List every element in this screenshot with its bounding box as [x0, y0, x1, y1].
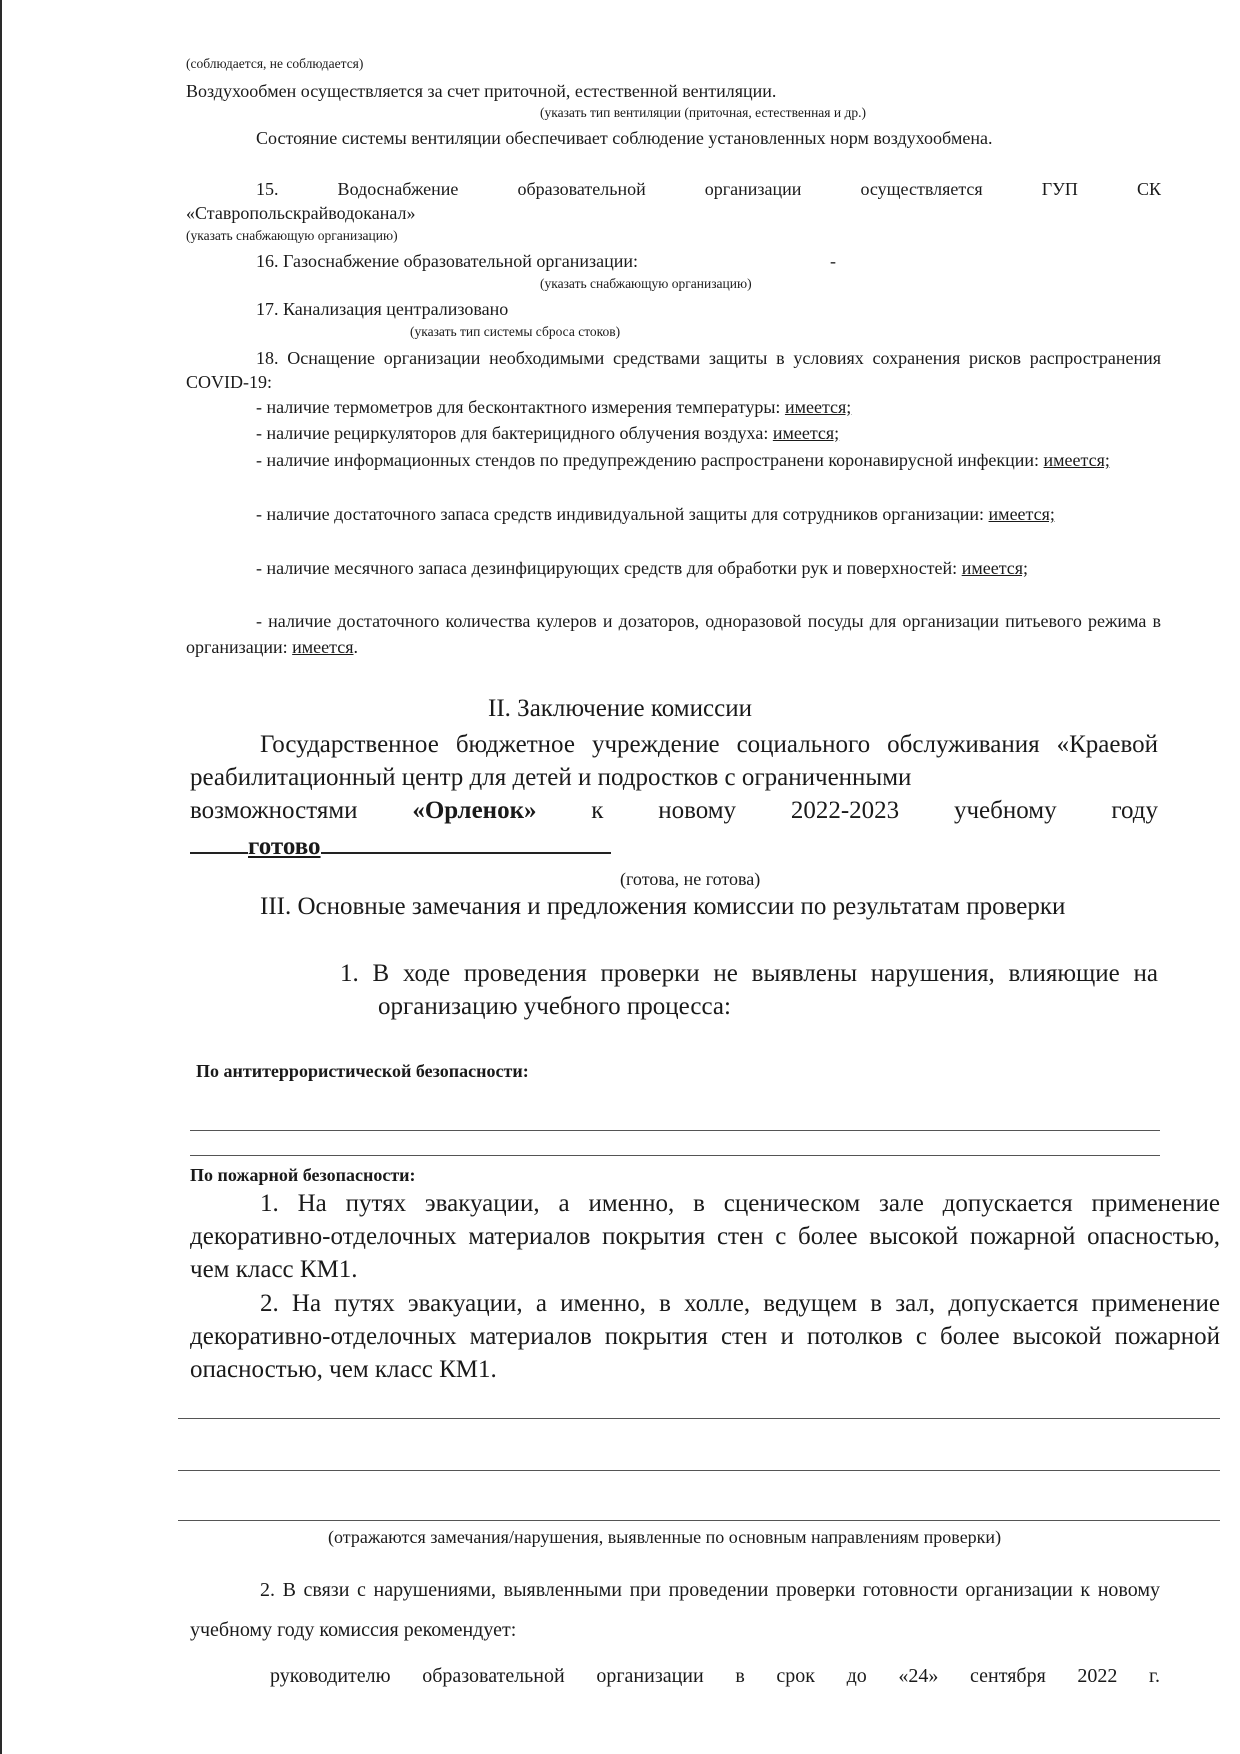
status-has: имеется;	[988, 504, 1055, 524]
water-note: (указать снабжающую организацию)	[186, 228, 398, 243]
gas-label: 16. Газоснабжение образовательной организации:	[256, 251, 639, 271]
section-2-line-3: возможностями «Орленок» к новому 2022-2023 учебному году	[190, 797, 1158, 824]
section-3-item-1: 1. В ходе проведения проверки не выявлены нарушения, влияющие на организацию учебного процесса:	[340, 960, 1158, 1020]
section-3-title: III. Основные замечания и предложения комиссии по результатам проверки	[260, 893, 1066, 920]
status-has: имеется;	[784, 397, 852, 417]
ready-note: (готова, не готова)	[620, 869, 761, 889]
ventilation-paragraph: Состояние системы вентиляции обеспечивает соблюдение установленных норм воздухообмена.	[256, 128, 993, 148]
ready-field	[190, 828, 611, 863]
deadline-line: руководителю образовательной организации в срок до «24» сентября 2022 г.	[270, 1665, 1160, 1687]
item-recirculators: - наличие рециркуляторов для бактерицидного облучения воздуха: имеется;	[256, 423, 840, 443]
fire-item-2: 2. На путях эвакуации, а именно, в холле, ведущем в зал, допускается применение декоративно-отделочных материалов покрытия стен и потолков с более высокой пожарной опасностью, чем класс КМ1.	[190, 1290, 1220, 1383]
section-2-body: Государственное бюджетное учреждение социального обслуживания «Краевой реабилитационный центр для детей и подростков с ограниченными	[190, 731, 1158, 791]
item-ppe: - наличие достаточного запаса средств индивидуальной защиты для сотрудников организации: имеется;	[256, 504, 1055, 524]
fire-heading: По пожарной безопасности:	[190, 1165, 416, 1185]
blank-line	[178, 1520, 1220, 1521]
blank-line	[178, 1418, 1220, 1419]
covid-paragraph: 18. Оснащение организации необходимыми средствами защиты в условиях сохранения рисков распространения COVID-19:	[186, 348, 1161, 392]
sewer-note: (указать тип системы сброса стоков)	[410, 324, 621, 339]
status-has: имеется;	[961, 558, 1029, 578]
fire-item-1: 1. На путях эвакуации, а именно, в сценическом зале допускается применение декоративно-отделочных материалов покрытия стен с более высокой пожарной опасностью, чем класс КМ1.	[190, 1190, 1220, 1283]
status-has: имеется;	[1043, 450, 1110, 470]
airflow-note: (указать тип вентиляции (приточная, естественная и др.)	[540, 105, 866, 120]
section-3-item-2: 2. В связи с нарушениями, выявленными при проведении проверки готовности организации к новому учебному году комиссия рекомендует:	[190, 1579, 1160, 1641]
gas-value: -	[830, 251, 836, 271]
water-org: «Ставропольскрайводоканал»	[186, 203, 416, 223]
blank-line	[190, 1130, 1160, 1131]
section-2-title: II. Заключение комиссии	[488, 695, 752, 722]
ready-value: готово	[248, 833, 321, 860]
status-has: имеется	[292, 637, 354, 657]
item-thermometers: - наличие термометров для бесконтактного измерения температуры: имеется;	[256, 397, 852, 417]
status-has: имеется;	[772, 423, 840, 443]
water-line: 15. Водоснабжение образовательной организации осуществляется ГУП СК	[256, 179, 1161, 199]
remarks-note: (отражаются замечания/нарушения, выявленные по основным направлениям проверки)	[328, 1527, 1002, 1547]
item-disinfectant: - наличие месячного запаса дезинфицирующих средств для обработки рук и поверхностей: имеется;	[256, 558, 1029, 578]
scan-edge-line	[0, 0, 2, 1754]
item-coolers: - наличие достаточного количества кулеров и дозаторов, одноразовой посуды для организации питьевого режима в организации: имеется.	[186, 611, 1161, 657]
observed-note: (соблюдается, не соблюдается)	[186, 56, 364, 71]
blank-line	[190, 1155, 1160, 1156]
sewer-line: 17. Канализация централизовано	[256, 299, 509, 319]
airflow-line: Воздухообмен осуществляется за счет приточной, естественной вентиляции.	[186, 81, 777, 101]
gas-note: (указать снабжающую организацию)	[540, 276, 752, 291]
anti-terror-heading: По антитеррористической безопасности:	[196, 1061, 529, 1081]
blank-line	[178, 1470, 1220, 1471]
item-stands: - наличие информационных стендов по предупреждению распространени коронавирусной инфекции: имеется;	[256, 450, 1110, 470]
